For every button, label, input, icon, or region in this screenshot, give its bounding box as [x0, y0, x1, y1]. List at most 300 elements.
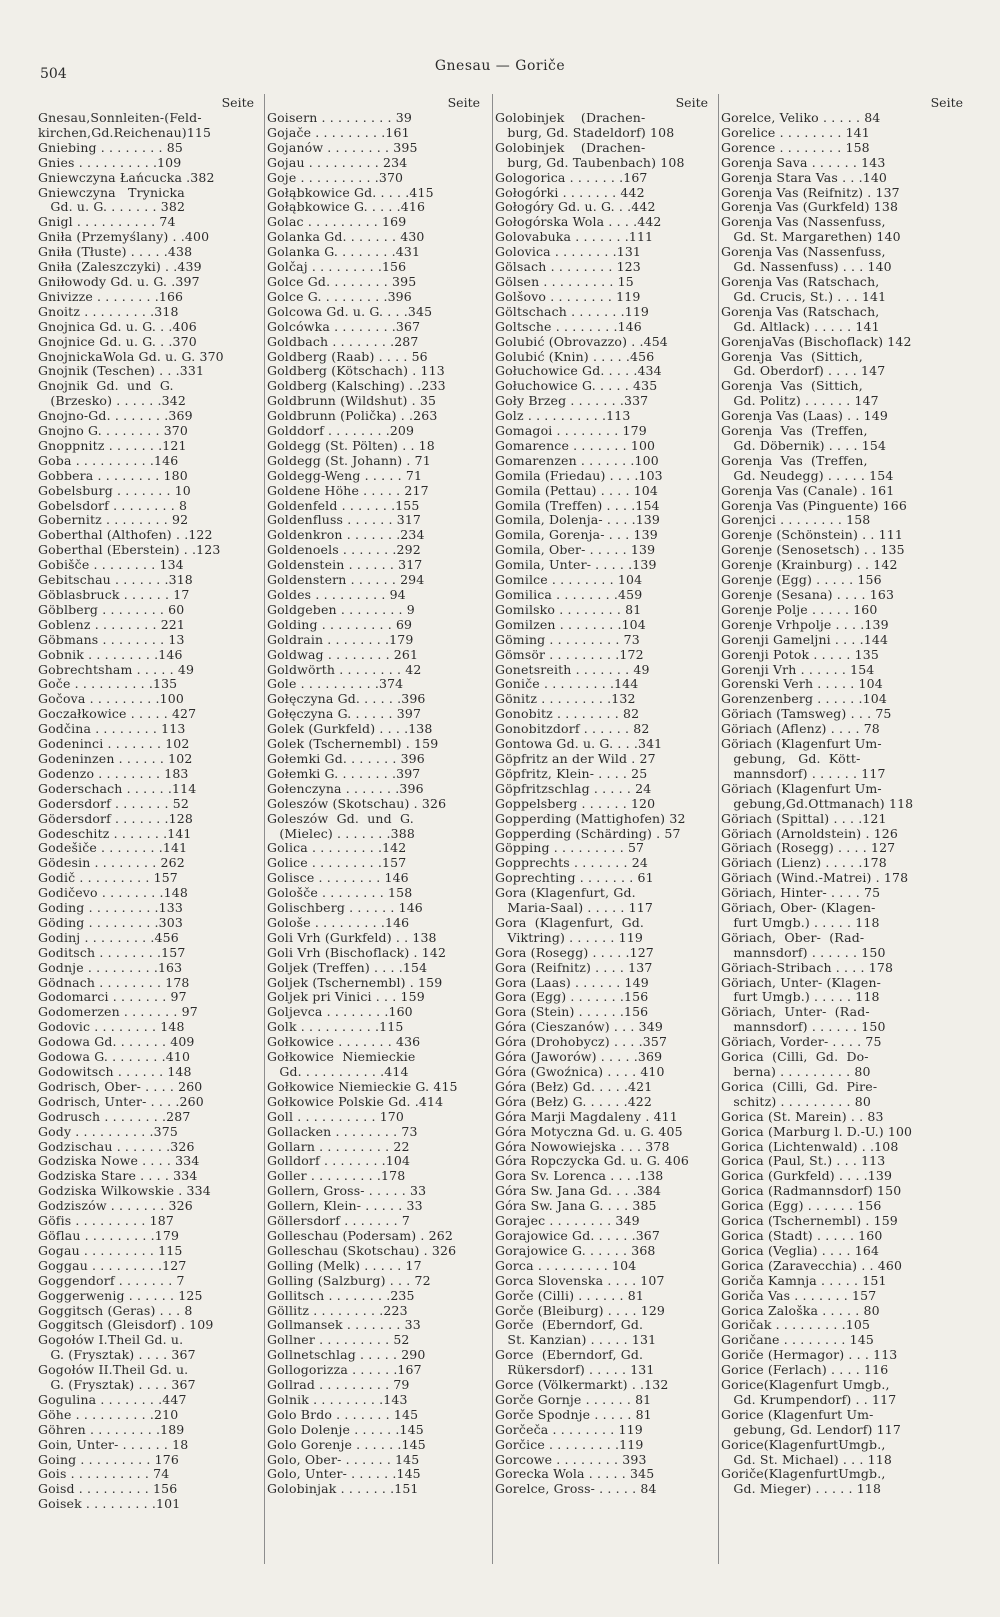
index-entry: Goggendorf . . . . . . . 7: [38, 1273, 185, 1288]
index-entry: (Brzesko) . . . . . .342: [38, 394, 186, 409]
index-entry: Goje . . . . . . . . . .370: [267, 170, 404, 185]
index-entry: Góra (Gwoźnica) . . . . 410: [495, 1065, 665, 1079]
index-entry: Golce G. . . . . . . . .396: [267, 289, 412, 304]
index-entry: Gomarenzen . . . . . . .100: [495, 453, 659, 468]
index-column-2: [264, 94, 482, 1564]
index-entry: Gołuchowice Gd. . . . .434: [495, 364, 662, 379]
index-entry: Gołemki G. . . . . . . .397: [267, 766, 421, 781]
index-entry: Gołęczyna G. . . . . . 397: [267, 707, 422, 722]
index-entry: Gorelice . . . . . . . . 141: [721, 125, 870, 140]
index-entry: Gd. u. G. . . . . . . 382: [38, 200, 186, 215]
index-entry: Gorenje (Egg) . . . . . 156: [721, 573, 882, 588]
index-entry: Goggerwenig . . . . . . 125: [38, 1288, 203, 1303]
index-entry: GorenjaVas (Bischoflack) 142: [721, 334, 912, 349]
column-heading: Seite: [930, 95, 963, 110]
index-entry: Gontowa Gd. u. G. . . .341: [495, 737, 663, 752]
index-column-3: [492, 94, 710, 1564]
index-entry: Góra Sw. Jana G. . . . 385: [495, 1199, 657, 1214]
index-entry: Goldenkron . . . . . . .234: [267, 528, 425, 543]
index-entry: Gorica (Zaravecchia) . . 460: [721, 1258, 903, 1273]
index-entry: Gorajowice G. . . . . . 368: [495, 1243, 656, 1258]
index-entry: Goldrain . . . . . . . .179: [267, 632, 414, 647]
index-entry: Goggitsch (Gleisdorf) . 109: [38, 1318, 214, 1333]
index-entry: Gorica (Lichtenwald) . .108: [721, 1139, 899, 1154]
index-entry: Göming . . . . . . . . . 73: [495, 632, 640, 647]
index-entry: Gollern, Gross- . . . . . 33: [267, 1184, 427, 1199]
index-entry: Gnojno-Gd. . . . . . . .369: [38, 409, 193, 424]
index-entry: G. (Frysztak) . . . . 367: [38, 1378, 196, 1393]
index-entry: Gobelsdorf . . . . . . . . 8: [38, 498, 188, 513]
index-entry: Gorčeča . . . . . . . . 119: [495, 1422, 643, 1437]
index-entry: Gnigl . . . . . . . . . . 74: [38, 215, 176, 230]
index-entry: Golce Gd. . . . . . . . 395: [267, 274, 417, 289]
index-entry: Göriach (Wind.-Matrei) . 178: [721, 871, 909, 886]
index-entry: Gojanów . . . . . . . . 395: [267, 140, 418, 155]
column-heading: Seite: [221, 95, 254, 110]
index-entry: Göriach, Vorder- . . . . 75: [721, 1035, 882, 1050]
index-entry: Golo, Unter- . . . . . .145: [267, 1467, 421, 1482]
index-entry: Godowa G. . . . . . . .410: [38, 1050, 191, 1065]
index-entry: Goltsche . . . . . . . .146: [495, 319, 642, 334]
index-entry: Golo, Ober- . . . . . . 145: [267, 1452, 420, 1467]
index-entry: Gd. Oberdorf) . . . . 147: [721, 364, 886, 379]
index-entry: Gomila, Gorenja- . . . 139: [495, 528, 658, 543]
index-entry: Goisek . . . . . . . . .101: [38, 1497, 181, 1512]
index-column-4: [718, 94, 965, 1564]
index-entry: Gnivizze . . . . . . . .166: [38, 289, 184, 304]
index-entry: Godziska Wilkowskie . 334: [38, 1184, 211, 1199]
index-entry: Goldwag . . . . . . . . 261: [267, 647, 419, 662]
index-entry: Gniłowody Gd. u. G. .397: [38, 274, 200, 289]
index-entry: Godič . . . . . . . . . 157: [38, 871, 178, 886]
index-entry: Gorcowe . . . . . . . . 393: [495, 1452, 647, 1467]
index-entry: Gomila, Dolenja- . . . .139: [495, 513, 660, 528]
index-entry: Goisern . . . . . . . . . 39: [267, 111, 412, 125]
index-entry: Godziszów . . . . . . . 326: [38, 1199, 193, 1214]
index-entry: Gorence . . . . . . . . 158: [721, 140, 870, 155]
index-entry: Golling (Melk) . . . . . 17: [267, 1258, 422, 1273]
index-entry: Goldwörth . . . . . . . . 42: [267, 662, 422, 677]
index-entry: Gebitschau . . . . . . .318: [38, 573, 193, 588]
index-entry: Gorenja Vas (Laas) . . 149: [721, 409, 888, 424]
index-entry: Gogołów II.Theil Gd. u.: [38, 1363, 189, 1378]
index-entry: Gorica (Egg) . . . . . . 156: [721, 1199, 882, 1214]
index-entry: Gönitz . . . . . . . . .132: [495, 692, 636, 707]
index-entry: burg, Gd. Stadeldorf) 108: [495, 125, 675, 140]
index-entry: Golek (Gurkfeld) . . . .138: [267, 722, 433, 737]
index-entry: Golisce . . . . . . . . 146: [267, 871, 409, 886]
index-entry: G. (Frysztak) . . . . 367: [38, 1348, 196, 1363]
index-entry: Gonobitz . . . . . . . . 82: [495, 707, 640, 722]
index-entry: Gnoitz . . . . . . . . .318: [38, 304, 179, 319]
index-entry: Golobinjak . . . . . . .151: [267, 1482, 419, 1497]
index-entry: Göriach (Tamsweg) . . . 75: [721, 707, 892, 722]
index-entry: Goljek pri Vinici . . . 159: [267, 990, 425, 1005]
index-entry: Goriče(KlagenfurtUmgb.,: [721, 1467, 886, 1482]
index-entry: Gody . . . . . . . . . .375: [38, 1124, 178, 1139]
index-entry: Gollogorizza . . . . . .167: [267, 1363, 422, 1378]
index-entry: Gorenja Vas (Nassenfuss,: [721, 245, 886, 260]
index-entry: Goljevca . . . . . . . .160: [267, 1005, 413, 1020]
index-entry: Gołogóry Gd. u. G. . .442: [495, 200, 656, 215]
index-entry: Viktring) . . . . . . 119: [495, 930, 643, 945]
index-entry: Gorica (St. Marein) . . 83: [721, 1109, 884, 1124]
index-entry: Goriča Kamnja . . . . . 151: [721, 1273, 887, 1288]
index-entry: Gorenje (Sesana) . . . . 163: [721, 588, 895, 602]
index-entry: Goba . . . . . . . . . .146: [38, 453, 179, 468]
index-entry: Golobinjek (Drachen-: [495, 111, 646, 125]
running-head: Gnesau — Goriče: [434, 58, 566, 74]
index-entry: Goggau . . . . . . . . .127: [38, 1258, 187, 1273]
index-entry: Goniče . . . . . . . . .144: [495, 677, 639, 692]
index-entry: Goditsch . . . . . . . .157: [38, 945, 186, 960]
index-entry: gebung, Gd. Kött-: [721, 751, 861, 766]
index-entry: Golo Gorenje . . . . . .145: [267, 1437, 426, 1452]
index-entry: Goldenstein . . . . . . 317: [267, 558, 423, 573]
index-entry: Gnesau,Sonnleiten-(Feld-: [38, 111, 202, 125]
index-entry: Gniebing . . . . . . . . 85: [38, 140, 183, 155]
index-entry: Göriach, Ober- (Klagen-: [721, 901, 876, 916]
index-entry: Göriach, Unter- (Rad-: [721, 1005, 870, 1020]
index-entry: mannsdorf) . . . . . . 150: [721, 1020, 886, 1035]
index-entry: Göllitz . . . . . . . . .223: [267, 1303, 408, 1318]
index-entry: Golcówka . . . . . . . .367: [267, 319, 421, 334]
index-entry: Golleschau (Podersam) . 262: [267, 1228, 453, 1243]
index-entry: Goldbrunn (Polička) . .263: [267, 409, 438, 424]
index-entry: Going . . . . . . . . . 176: [38, 1452, 179, 1467]
index-entry: Goldberg (Kalsching) . .233: [267, 379, 446, 394]
index-column-1: [38, 94, 256, 1512]
index-entry: Golica . . . . . . . . .142: [267, 841, 407, 856]
index-entry: Golobinjek (Drachen-: [495, 140, 646, 155]
index-entry: Godovic . . . . . . . . 148: [38, 1020, 185, 1035]
index-entry: Godersdorf . . . . . . . 52: [38, 796, 189, 811]
index-entry: Gomilce . . . . . . . . 104: [495, 573, 643, 588]
index-entry: Godeninci . . . . . . . 102: [38, 737, 190, 752]
index-entry: Gorica (Paul, St.) . . . 113: [721, 1154, 886, 1169]
index-entry: Goldegg (St. Pölten) . . 18: [267, 438, 435, 453]
index-entry: Gomila (Pettau) . . . . 104: [495, 483, 659, 498]
index-entry: Goljek (Tschernembl) . 159: [267, 975, 443, 990]
index-entry: Godrisch, Unter- . . . .260: [38, 1094, 204, 1109]
index-entry: Godnje . . . . . . . . .163: [38, 960, 183, 975]
index-entry: Goriča Vas . . . . . . . 157: [721, 1288, 877, 1303]
index-entry: Gorenja Stara Vas . . .140: [721, 170, 888, 185]
index-entry: Goppelsberg . . . . . . 120: [495, 796, 656, 811]
index-entry: Gd. Crucis, St.) . . . 141: [721, 289, 887, 304]
index-entry: Godziska Stare . . . . 334: [38, 1169, 198, 1184]
index-entry: Gorenja Vas (Treffen,: [721, 424, 868, 439]
index-entry: Gołogórki . . . . . . . 442: [495, 185, 645, 200]
index-entry: Gömsör . . . . . . . . .172: [495, 647, 644, 662]
index-entry: Gollern, Klein- . . . . . 33: [267, 1199, 423, 1214]
index-entry: Gnoppnitz . . . . . . .121: [38, 438, 187, 453]
index-entry: Gološe . . . . . . . . .146: [267, 915, 410, 930]
index-entry: Gnies . . . . . . . . . .109: [38, 155, 182, 170]
index-entry: Gd. St. Margarethen) 140: [721, 230, 901, 245]
page-number: 504: [40, 66, 67, 82]
index-entry: Gołkowice Polskie Gd. .414: [267, 1094, 444, 1109]
index-entry: Gollacken . . . . . . . . 73: [267, 1124, 418, 1139]
index-entry: furt Umgb.) . . . . . 118: [721, 915, 880, 930]
index-entry: Göriach-Stribach . . . . 178: [721, 960, 894, 975]
index-entry: Gorenja Vas (Nassenfuss,: [721, 215, 886, 230]
index-entry: Gojau . . . . . . . . . 234: [267, 155, 408, 170]
index-entry: Godeschitz . . . . . . .141: [38, 826, 192, 841]
index-entry: Gorce (Völkermarkt) . .132: [495, 1378, 669, 1393]
index-entry: Göriach (Klagenfurt Um-: [721, 781, 882, 796]
index-entry: Gomila (Friedau) . . . .103: [495, 468, 663, 483]
index-entry: Gora (Laas) . . . . . . 149: [495, 975, 649, 990]
index-entry: Gorelce, Veliko . . . . . 84: [721, 111, 881, 125]
index-entry: gebung,Gd.Ottmanach) 118: [721, 796, 914, 811]
index-entry: Gnojnica Gd. u. G. . .406: [38, 319, 197, 334]
index-entry: Goriče (Hermagor) . . . 113: [721, 1348, 898, 1363]
index-entry: Gologorica . . . . . . .167: [495, 170, 648, 185]
index-entry: Gorica (Cilli, Gd. Do-: [721, 1050, 869, 1065]
index-entry: Maria-Saal) . . . . . 117: [495, 901, 653, 916]
index-entry: Göriach (Rosegg) . . . . 127: [721, 841, 896, 856]
index-entry: Gonobitzdorf . . . . . . 82: [495, 722, 650, 737]
index-entry: Gorenje Polje . . . . . 160: [721, 602, 878, 617]
index-entry: Gorica (Gurkfeld) . . . .139: [721, 1169, 893, 1184]
index-entry: Gołkowice Niemieckie G. 415: [267, 1079, 458, 1094]
index-entry: Golldorf . . . . . . . .104: [267, 1154, 411, 1169]
index-entry: Goll . . . . . . . . . . 170: [267, 1109, 405, 1124]
index-entry: Gołąbkowice G. . . . .416: [267, 200, 426, 215]
index-entry: Rükersdorf) . . . . . 131: [495, 1363, 655, 1378]
index-entry: Gödersdorf . . . . . . .128: [38, 811, 193, 826]
index-entry: Golcowa Gd. u. G. . . .345: [267, 304, 433, 319]
index-entry: Góra (Bełz) G. . . . . .422: [495, 1094, 653, 1109]
index-entry: Gorajowice Gd. . . . . .367: [495, 1228, 661, 1243]
index-entry: Gomilzen . . . . . . . .104: [495, 617, 646, 632]
index-entry: Göllersdorf . . . . . . . 7: [267, 1214, 411, 1229]
index-entry: Gobnik . . . . . . . . .146: [38, 647, 183, 662]
index-entry: Goldbach . . . . . . . .287: [267, 334, 419, 349]
index-entry: Goli Vrh (Gurkfeld) . . 138: [267, 930, 437, 945]
index-entry: Gopperding (Mattighofen) 32: [495, 811, 686, 826]
index-entry: Godčina . . . . . . . . 113: [38, 722, 186, 737]
index-entry: berna) . . . . . . . . . 80: [721, 1065, 871, 1079]
index-entry: Gobišče . . . . . . . . 134: [38, 558, 184, 573]
index-entry: Godičevo . . . . . . . .148: [38, 886, 188, 901]
index-entry: Gorenja Sava . . . . . . 143: [721, 155, 886, 170]
index-entry: Gorenjci . . . . . . . . 158: [721, 513, 871, 528]
index-entry: mannsdorf) . . . . . . 117: [721, 766, 886, 781]
index-entry: Goli Vrh (Bischoflack) . 142: [267, 945, 447, 960]
index-entry: Golovica . . . . . . . .131: [495, 245, 642, 260]
index-entry: Góra (Drohobycz) . . . .357: [495, 1035, 668, 1050]
index-entry: Goggitsch (Geras) . . . 8: [38, 1303, 193, 1318]
index-entry: Gorenja Vas (Canale) . 161: [721, 483, 895, 498]
index-entry: Godowa Gd. . . . . . . 409: [38, 1035, 195, 1050]
index-entry: Gd. Mieger) . . . . . 118: [721, 1482, 882, 1497]
index-entry: Goberthal (Eberstein) . .123: [38, 543, 221, 558]
index-entry: Göriach (Lienz) . . . . .178: [721, 856, 887, 871]
index-entry: Göding . . . . . . . . .303: [38, 915, 183, 930]
index-entry: Göflau . . . . . . . . .179: [38, 1228, 180, 1243]
index-entry: Gopperding (Schärding) . 57: [495, 826, 681, 841]
index-entry: Gorenja Vas (Pinguente) 166: [721, 498, 907, 513]
index-entry: Golovabuka . . . . . . .111: [495, 230, 654, 245]
index-entry: Gomila, Ober- . . . . . 139: [495, 543, 656, 558]
index-entry: Gora (Klagenfurt, Gd.: [495, 886, 636, 901]
index-entry: Goričak . . . . . . . . .105: [721, 1318, 871, 1333]
index-entry: Góra (Cieszanów) . . . 349: [495, 1020, 663, 1035]
index-entry: Gorce (Eberndorf, Gd.: [495, 1348, 644, 1363]
index-entry: Gd. St. Michael) . . . 118: [721, 1452, 892, 1467]
index-entry: Goderschach . . . . . .114: [38, 781, 197, 796]
index-entry: Golding . . . . . . . . . 69: [267, 617, 413, 632]
index-entry: mannsdorf) . . . . . . 150: [721, 945, 886, 960]
index-entry: Godzischau . . . . . . .326: [38, 1139, 195, 1154]
index-entry: Goldes . . . . . . . . . 94: [267, 588, 406, 602]
index-entry: Gobrechtsham . . . . . 49: [38, 662, 195, 677]
index-entry: Goldgeben . . . . . . . . 9: [267, 602, 415, 617]
index-entry: Göriach, Ober- (Rad-: [721, 930, 865, 945]
index-entry: Gobernitz . . . . . . . . 92: [38, 513, 189, 528]
index-entry: Gorice(Klagenfurt Umgb.,: [721, 1378, 890, 1393]
index-entry: Gölsach . . . . . . . . 123: [495, 260, 641, 275]
index-entry: Göpping . . . . . . . . . 57: [495, 841, 645, 856]
index-entry: Gomilica . . . . . . . .459: [495, 588, 643, 602]
index-entry: Gora (Reifnitz) . . . . 137: [495, 960, 653, 975]
index-entry: Gollarn . . . . . . . . . 22: [267, 1139, 410, 1154]
index-entry: Golz . . . . . . . . . .113: [495, 409, 631, 424]
index-entry: Gogau . . . . . . . . . 115: [38, 1243, 183, 1258]
index-entry: Gorče (Cilli) . . . . . . 81: [495, 1288, 644, 1303]
index-entry: Gödnach . . . . . . . . 178: [38, 975, 190, 990]
index-entry: Gološče . . . . . . . . 158: [267, 886, 413, 901]
index-entry: Gorenji Potok . . . . . 135: [721, 647, 879, 662]
index-entry: Golubić (Obrovazzo) . .454: [495, 334, 668, 349]
index-entry: Gomila, Unter- . . . . .139: [495, 558, 657, 573]
index-entry: Goldenstern . . . . . . 294: [267, 573, 425, 588]
index-entry: Golischberg . . . . . . 146: [267, 901, 423, 916]
index-entry: Gorenski Verh . . . . . 104: [721, 677, 883, 692]
index-entry: Golac . . . . . . . . . 169: [267, 215, 407, 230]
index-entry: Gorče (Bleiburg) . . . . 129: [495, 1303, 666, 1318]
index-entry: Gora Sv. Lorenca . . . .138: [495, 1169, 664, 1184]
index-entry: Godenzo . . . . . . . . 183: [38, 766, 189, 781]
index-entry: Gołemki Gd. . . . . . . 396: [267, 751, 425, 766]
index-entry: Godeninzen . . . . . . 102: [38, 751, 193, 766]
column-heading: Seite: [675, 95, 708, 110]
index-entry: Gorice (Klagenfurt Um-: [721, 1407, 874, 1422]
index-entry: Göriach (Spittal) . . . .121: [721, 811, 887, 826]
index-entry: Goldberg (Kötschach) . 113: [267, 364, 445, 379]
index-entry: burg, Gd. Taubenbach) 108: [495, 155, 685, 170]
index-entry: Gnojno G. . . . . . . . 370: [38, 424, 189, 439]
index-entry: Gopprechts . . . . . . . 24: [495, 856, 648, 871]
index-entry: Góra (Jaworów) . . . . .369: [495, 1050, 663, 1065]
index-entry: kirchen,Gd.Reichenau)115: [38, 125, 212, 140]
index-entry: Goče . . . . . . . . . .135: [38, 677, 178, 692]
index-entry: Gollner . . . . . . . . . 52: [267, 1333, 410, 1348]
index-entry: Gorelce, Gross- . . . . . 84: [495, 1482, 657, 1497]
index-entry: Göpfritz, Klein- . . . . 25: [495, 766, 648, 781]
index-entry: Goldberg (Raab) . . . . 56: [267, 349, 428, 364]
index-entry: Gołuchowice G. . . . . 435: [495, 379, 658, 394]
column-heading: Seite: [447, 95, 480, 110]
index-entry: Göpfritzschlag . . . . . 24: [495, 781, 652, 796]
index-entry: Gorenja Vas (Treffen,: [721, 453, 868, 468]
index-entry: Gobelsburg . . . . . . . 10: [38, 483, 191, 498]
index-entry: Gniewczyna Łańcucka .382: [38, 170, 215, 185]
index-entry: Gorenje (Schönstein) . . 111: [721, 528, 903, 543]
index-entry: Göriach (Aflenz) . . . . 78: [721, 722, 880, 737]
index-entry: Göriach (Arnoldstein) . 126: [721, 826, 899, 841]
index-entry: Godomerzen . . . . . . . 97: [38, 1005, 198, 1020]
index-entry: Gorca . . . . . . . . . 104: [495, 1258, 637, 1273]
index-entry: Golleschau (Skotschau) . 326: [267, 1243, 457, 1258]
index-entry: Goldegg (St. Johann) . 71: [267, 453, 431, 468]
index-entry: Gorenja Vas (Ratschach,: [721, 304, 880, 319]
index-entry: Gora (Egg) . . . . . . .156: [495, 990, 649, 1005]
index-entry: schitz) . . . . . . . . . 80: [721, 1094, 871, 1109]
index-entry: Gołkowice . . . . . . . 436: [267, 1035, 421, 1050]
index-entry: Gojače . . . . . . . . .161: [267, 125, 410, 140]
index-entry: Goprechting . . . . . . . 61: [495, 871, 654, 886]
index-entry: Gogulina . . . . . . . .447: [38, 1392, 187, 1407]
index-entry: Gd. . . . . . . . . . .414: [267, 1065, 409, 1079]
index-entry: Goleszów (Skotschau) . 326: [267, 796, 447, 811]
index-entry: Goleszów Gd. und G.: [267, 811, 414, 826]
index-entry: Gois . . . . . . . . . . 74: [38, 1467, 170, 1482]
index-entry: Gorenje Vrhpolje . . . .139: [721, 617, 889, 632]
index-entry: Gorče Gornje . . . . . . 81: [495, 1392, 652, 1407]
index-entry: (Mielec) . . . . . . .388: [267, 826, 415, 841]
index-entry: Godešiče . . . . . . . .141: [38, 841, 188, 856]
index-entry: Golddorf . . . . . . . .209: [267, 424, 415, 439]
index-entry: Gollmansek . . . . . . . 33: [267, 1318, 421, 1333]
index-entry: Gora (Rosegg) . . . . .127: [495, 945, 654, 960]
index-entry: Golice . . . . . . . . .157: [267, 856, 407, 871]
index-entry: Göltschach . . . . . . .119: [495, 304, 650, 319]
index-entry: Gorče (Eberndorf, Gd.: [495, 1318, 644, 1333]
index-entry: Goldenoels . . . . . . .292: [267, 543, 421, 558]
index-entry: Goller . . . . . . . . .178: [267, 1169, 406, 1184]
index-entry: Göfis . . . . . . . . . 187: [38, 1214, 174, 1229]
index-entry: Gorice (Ferlach) . . . . 116: [721, 1363, 889, 1378]
index-entry: Gorčice . . . . . . . . .119: [495, 1437, 644, 1452]
index-entry: Gnojnik Gd. und G.: [38, 379, 174, 394]
index-entry: Gołąbkowice Gd. . . . .415: [267, 185, 434, 200]
index-entry: furt Umgb.) . . . . . 118: [721, 990, 880, 1005]
index-entry: Góra Nowowiejska . . . 378: [495, 1139, 670, 1154]
index-entry: Goldenfeld . . . . . . .155: [267, 498, 420, 513]
index-entry: Golnik . . . . . . . . .143: [267, 1392, 408, 1407]
index-entry: Goisd . . . . . . . . . 156: [38, 1482, 178, 1497]
index-entry: Gorica (Veglia) . . . . 164: [721, 1243, 880, 1258]
index-entry: Gorenje (Krainburg) . . 142: [721, 558, 898, 573]
index-entry: Gorica (Tschernembl) . 159: [721, 1214, 898, 1229]
index-entry: Göblasbruck . . . . . . 17: [38, 588, 190, 602]
index-entry: Góra Marji Magdaleny . 411: [495, 1109, 678, 1124]
index-entry: Goły Brzeg . . . . . . .337: [495, 394, 649, 409]
index-entry: Gołogórska Wola . . . .442: [495, 215, 662, 230]
index-entry: Gomila (Treffen) . . . .154: [495, 498, 660, 513]
index-entry: Gniła (Przemyślany) . .400: [38, 230, 210, 245]
index-entry: Gorenja Vas (Sittich,: [721, 349, 863, 364]
index-entry: Gnojnice Gd. u. G. . .370: [38, 334, 197, 349]
index-entry: Goblenz . . . . . . . . 221: [38, 617, 186, 632]
index-entry: Godowitsch . . . . . . 148: [38, 1065, 192, 1079]
index-entry: Göbmans . . . . . . . . 13: [38, 632, 185, 647]
index-entry: Gölsen . . . . . . . . . 15: [495, 274, 634, 289]
index-entry: Gorenzenberg . . . . . .104: [721, 692, 887, 707]
